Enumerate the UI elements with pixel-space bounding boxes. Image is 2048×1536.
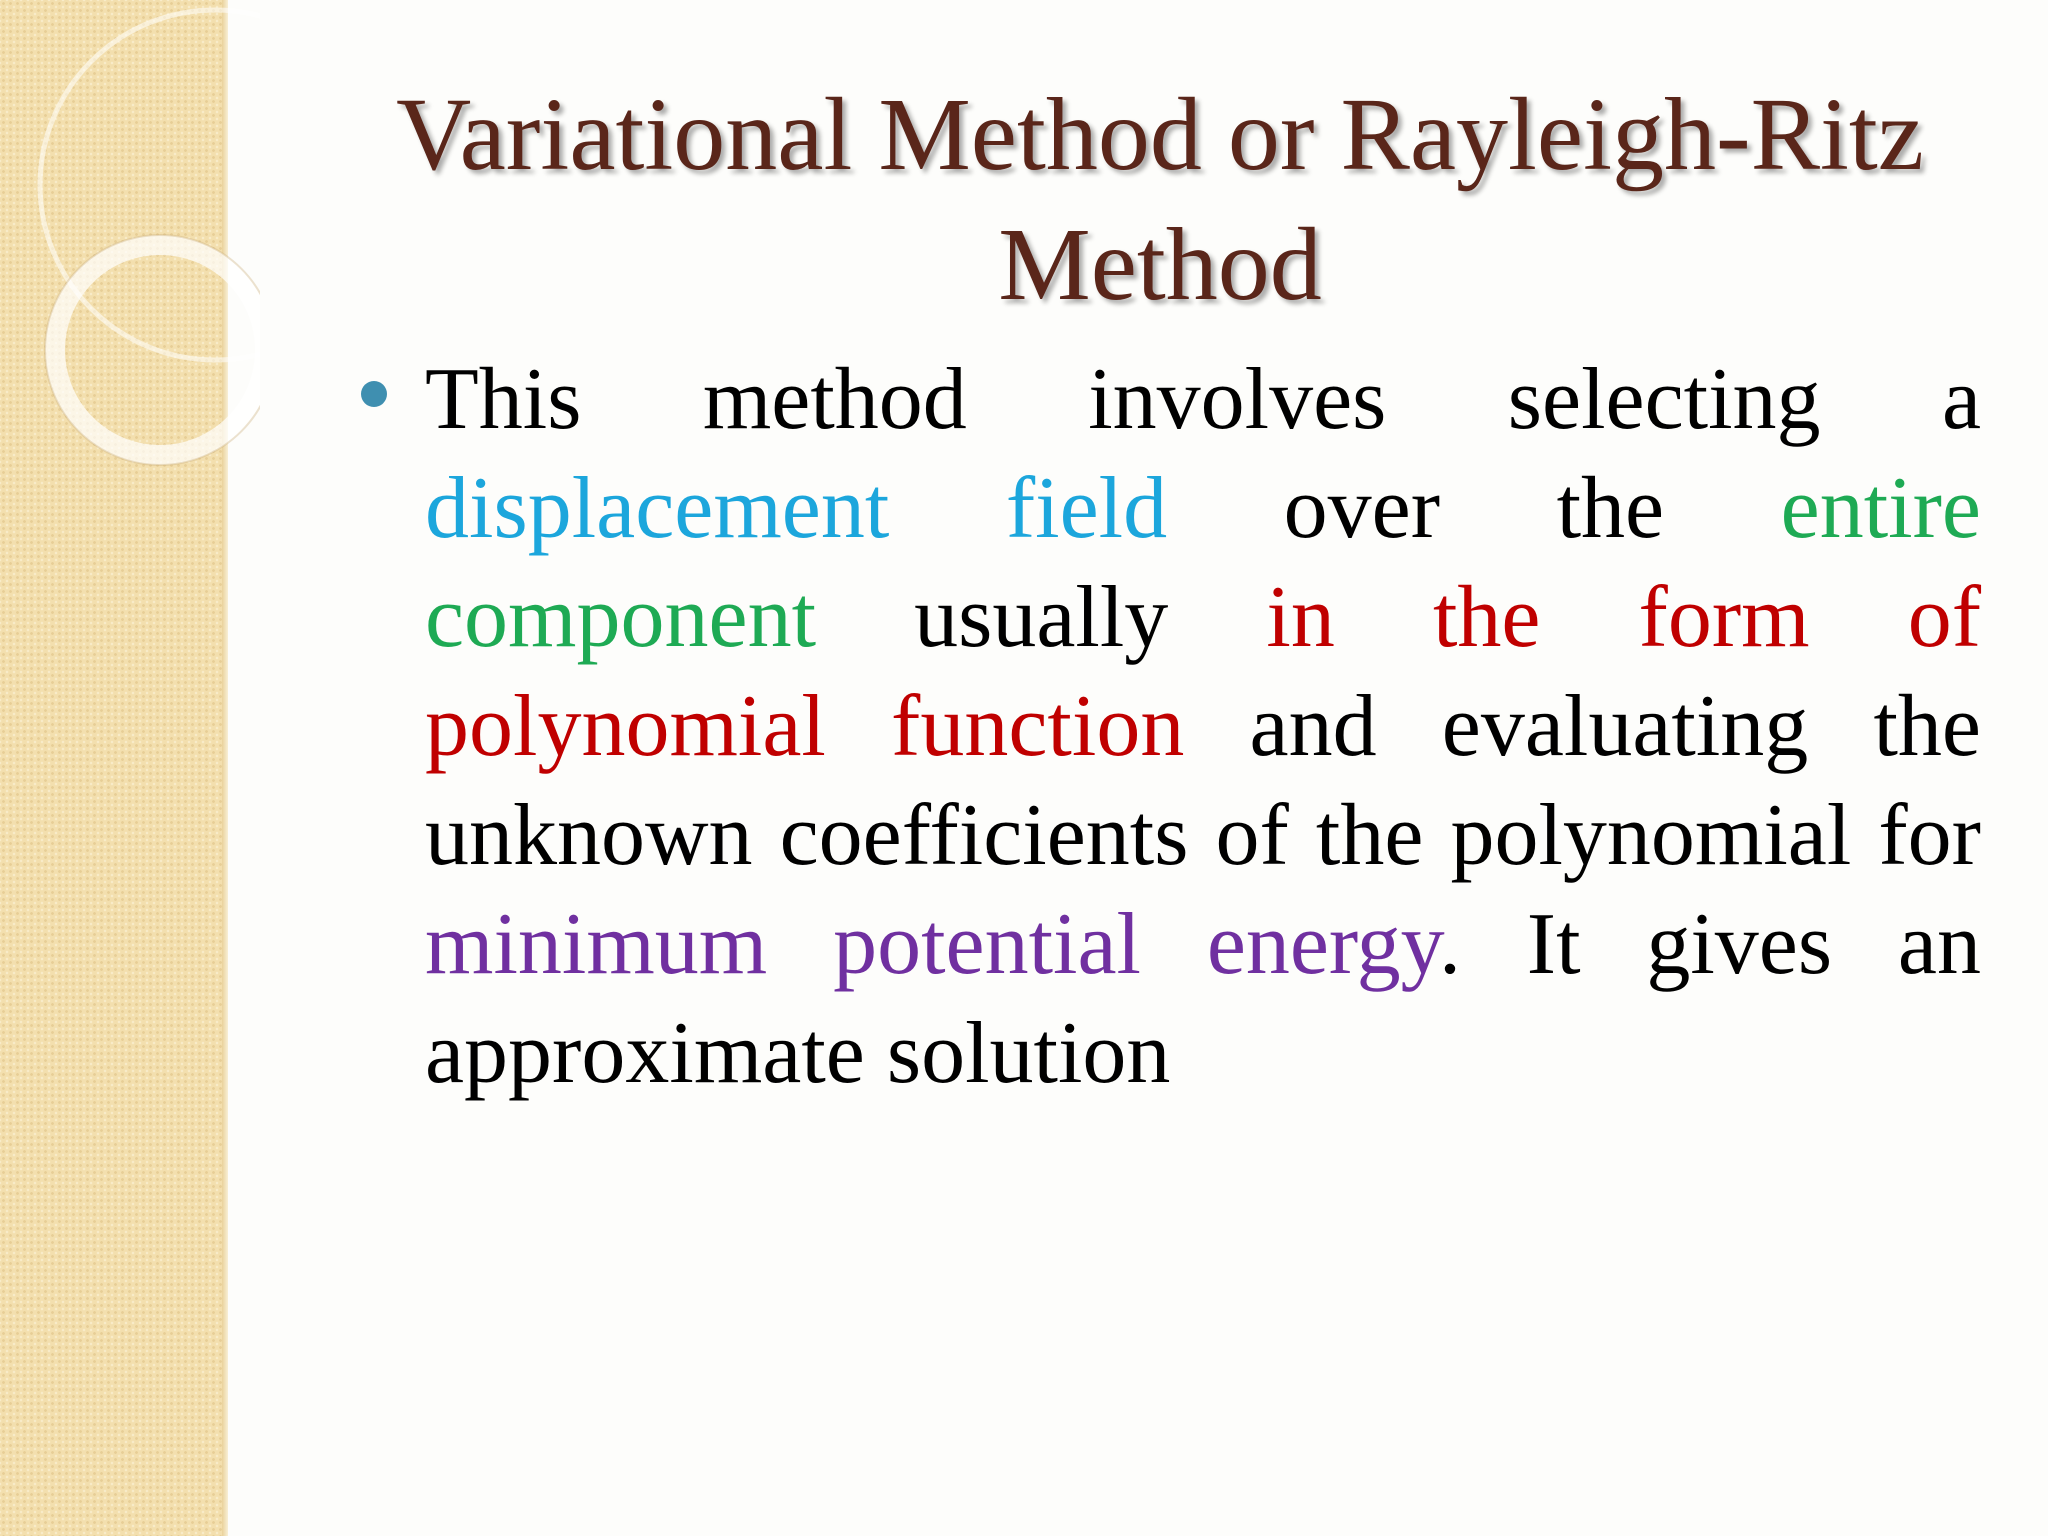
highlight-displacement-field: displacement field — [425, 460, 1168, 557]
text-segment: usually — [816, 569, 1267, 666]
highlight-polynomial-function: in the form of polynomial function — [425, 569, 1981, 775]
bullet-text — [425, 345, 1981, 1108]
text-segment: and evaluating the unknown coefficients of the polynomial for — [425, 678, 1981, 884]
text-segment: This method involves selecting a — [425, 351, 1981, 448]
text-segment: over the — [1167, 460, 1781, 557]
text-segment: . It gives an approximate solution — [425, 896, 1981, 1102]
highlight-minimum-potential-energy: minimum potential energy — [425, 896, 1439, 993]
highlight-entire-component: entire component — [425, 460, 1981, 666]
decorative-rings — [0, 0, 260, 520]
slide-title: Variational Method or Rayleigh-Ritz Method — [396, 77, 1924, 322]
bullet-icon — [361, 381, 387, 407]
